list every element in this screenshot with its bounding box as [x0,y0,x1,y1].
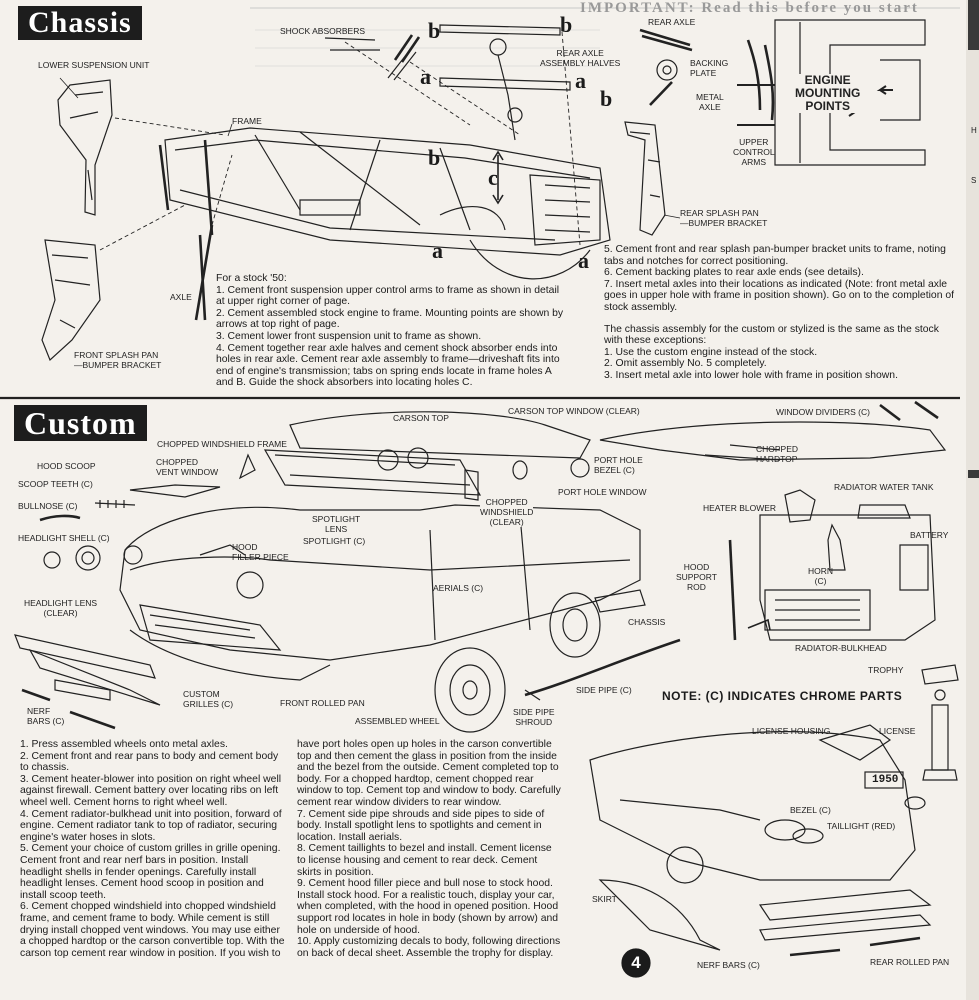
letter-b-1: b [428,18,441,43]
letter-a-4: a [578,248,589,273]
chassis-step-3: 3. Cement lower front suspension unit to frame as shown. [216,330,482,342]
edge-letter-h: H [971,126,977,135]
label-aerials: AERIALS (C) [433,583,484,593]
custom-intro: The chassis assembly for the custom or stylized is the same as the stock with these exceptions: [604,323,939,347]
label-spotlight-lens: SPOTLIGHT LENS [312,514,361,534]
label-chopped-windshield: CHOPPED WINDSHIELD (CLEAR) [480,497,534,527]
label-chopped-frame: CHOPPED WINDSHIELD FRAME [157,439,287,449]
label-hood-support: HOOD SUPPORT ROD [676,562,717,592]
chassis-instructions-right [604,244,956,382]
custom-step-5: 5. Cement your choice of custom grilles in grille opening. Cement front and rear nerf bars in position. Install headlight shells in fender openings. Carefully install headlight lenses. Cement hood scoop in position and install scoop teeth. [20,843,281,901]
chassis-step-7: 7. Insert metal axles into their locations as indicated (Note: front metal axle goes in upper hole with frame in position shown). Go on to the completion of stock assembly. [604,278,955,313]
label-bullnose: BULLNOSE (C) [18,501,78,511]
custom-step-7: 7. Cement side pipe shrouds and side pipes to side of body. Install spotlight lens to spotlights and cement in location. Install aerials. [297,808,545,843]
trophy-drawing [922,665,958,780]
label-spotlight: SPOTLIGHT (C) [303,536,366,546]
chassis-header: Chassis [18,6,142,40]
label-front-rolled-pan: FRONT ROLLED PAN [280,698,365,708]
label-headlight-shell: HEADLIGHT SHELL (C) [18,533,110,543]
custom-instructions-right [297,739,561,959]
custom-step-10: 10. Apply customizing decals to body, following directions on back of decal sheet. Assemble the trophy for display. [297,936,561,959]
label-metal-axle: METAL AXLE [696,92,724,112]
chassis-instructions-left [216,273,568,389]
label-nerf-bars-left: NERF BARS (C) [27,706,65,726]
label-port-hole-window: PORT HOLE WINDOW [558,487,647,497]
label-headlight-lens: HEADLIGHT LENS (CLEAR) [24,598,98,618]
chrome-note: NOTE: (C) INDICATES CHROME PARTS [662,689,903,703]
label-side-pipe-shroud: SIDE PIPE SHROUD [513,707,555,727]
custom-exception-2: 2. Omit assembly No. 5 completely. [604,358,767,370]
label-rear-axle: REAR AXLE [648,17,696,27]
edge-letter-s: S [971,176,977,185]
label-rear-splash: REAR SPLASH PAN —BUMPER BRACKET [680,208,768,228]
label-rear-axle-halves: REAR AXLE ASSEMBLY HALVES [540,48,621,68]
custom-step-1: 1. Press assembled wheels onto metal axles. [20,739,228,750]
custom-step-8: 8. Cement taillights to bezel and install. Cement license to license housing and cement to rear deck. Cement skirts in position. [297,843,552,878]
label-skirt: SKIRT [592,894,617,904]
custom-exception-1: 1. Use the custom engine instead of the stock. [604,346,818,358]
letter-b-3: b [600,86,613,111]
chassis-intro: For a stock '50: [216,273,287,284]
label-scoop-teeth: SCOOP TEETH (C) [18,479,93,489]
label-carson-top: CARSON TOP [393,413,449,423]
rear-axle-detail [640,30,692,105]
label-lower-suspension: LOWER SUSPENSION UNIT [38,60,150,70]
label-radiator-bulkhead: RADIATOR-BULKHEAD [795,643,887,653]
label-assembled-wheel: ASSEMBLED WHEEL [355,716,440,726]
custom-step-9: 9. Cement hood filler piece and bull nose to stock hood. Install stock hood. For a realistic touch, display your car, when completed, with the hood in opened position. Hood support rod locates in hole in body (shown by arrow) and hole on underside of hood. [297,878,559,936]
label-frame: FRAME [232,116,262,126]
label-engine-mounting: ENGINE MOUNTING POINTS [795,73,861,113]
custom-header: Custom [14,405,147,441]
label-shock-absorbers: SHOCK ABSORBERS [280,26,366,36]
important-header: IMPORTANT: Read this before you start [580,0,919,16]
label-hood-scoop: HOOD SCOOP [37,461,96,471]
license-plate-number: 1950 [872,774,899,786]
letter-c: c [488,165,498,190]
label-rear-rolled-pan: REAR ROLLED PAN [870,957,950,967]
label-chopped-hardtop: CHOPPED HARDTOP [756,444,799,464]
chassis-step-1: 1. Cement front suspension upper control arms to frame as shown in detail at upper right corner of page. [216,284,560,308]
rear-splash-pan-drawing [625,122,680,235]
chassis-step-4: 4. Cement together rear axle halves and cement shock absorber ends into holes in rear axle. Cement rear axle assembly to frame—driveshaft fits into end of engine's transmission; tabs on spring ends locate in frame holes A and B. Guide the shock absorbers into locating holes C. [216,342,560,389]
letter-a-3: a [432,238,443,263]
label-upper-arms: UPPER CONTROL ARMS [733,137,775,167]
label-axle: AXLE [170,292,192,302]
rear-car-drawing [590,725,930,955]
custom-instructions-left [20,739,288,959]
custom-exception-3: 3. Insert metal axle into lower hole with frame in position shown. [604,369,898,381]
chassis-step-2: 2. Cement assembled stock engine to frame. Mounting points are shown by arrows at top right of page. [216,307,564,331]
letter-a-1: a [420,64,431,89]
label-license: LICENSE [879,726,916,736]
page-number: 4 [631,953,641,972]
label-backing-plate: BACKING PLATE [690,58,729,78]
label-battery: BATTERY [910,530,949,540]
custom-step-3: 3. Cement heater-blower into position on right wheel well against firewall. Cement battery over locating ribs on left wheel well. Cement horns to right wheel well. [20,773,282,808]
label-radiator-tank: RADIATOR WATER TANK [834,482,934,492]
label-port-hole-bezel: PORT HOLE BEZEL (C) [594,455,643,475]
front-splash-pan-drawing [42,205,185,360]
label-carson-window: CARSON TOP WINDOW (CLEAR) [508,406,640,416]
label-bezel: BEZEL (C) [790,805,831,815]
custom-step-6: 6. Cement chopped windshield into chopped windshield frame, and cement frame to body. While cement is still drying install chopped vent windows. You may use either a chopped hardtop or the carson convertible top. With the carson top cement rear window in position. If you wish to [20,901,285,959]
small-parts-left [15,455,478,728]
letter-b-4: b [428,145,441,170]
letter-b-2: b [560,12,573,37]
label-chopped-vent: CHOPPED VENT WINDOW [156,457,219,477]
label-horn: HORN (C) [808,566,834,586]
custom-step-4: 4. Cement radiator-bulkhead unit into position, forward of engine. Cement radiator tank to top of radiator, securing engine's water hoses in slots. [20,808,282,843]
label-chassis: CHASSIS [628,617,666,627]
label-heater-blower: HEATER BLOWER [703,503,777,513]
custom-step-6-cont: have port holes open up holes in the carson convertible top and then cement the glass in position from the inside and the bezel from the outside. Cement completed top to body. For a chopped hardtop, cement chopped rear window to top. Cement top and window to body. Carefully cement rear window dividers to rear window. [297,739,561,808]
chassis-step-6: 6. Cement backing plates to rear axle ends (see details). [604,267,864,279]
label-front-splash: FRONT SPLASH PAN —BUMPER BRACKET [74,350,162,370]
label-custom-grilles: CUSTOM GRILLES (C) [183,689,234,709]
label-side-pipe: SIDE PIPE (C) [576,685,632,695]
label-trophy: TROPHY [868,665,904,675]
letter-a-2: a [575,68,586,93]
label-taillight: TAILLIGHT (RED) [827,821,896,831]
chassis-step-5: 5. Cement front and rear splash pan-bumper bracket units to frame, noting tabs and notches for correct positioning. [604,244,946,267]
label-hood-filler: HOOD FILLER PIECE [232,542,289,562]
label-window-dividers: WINDOW DIVIDERS (C) [776,407,870,417]
label-nerf-bars-bottom: NERF BARS (C) [697,960,760,970]
custom-step-2: 2. Cement front and rear pans to body and cement body to chassis. [20,750,279,774]
label-license-housing: LICENSE HOUSING [752,726,831,736]
